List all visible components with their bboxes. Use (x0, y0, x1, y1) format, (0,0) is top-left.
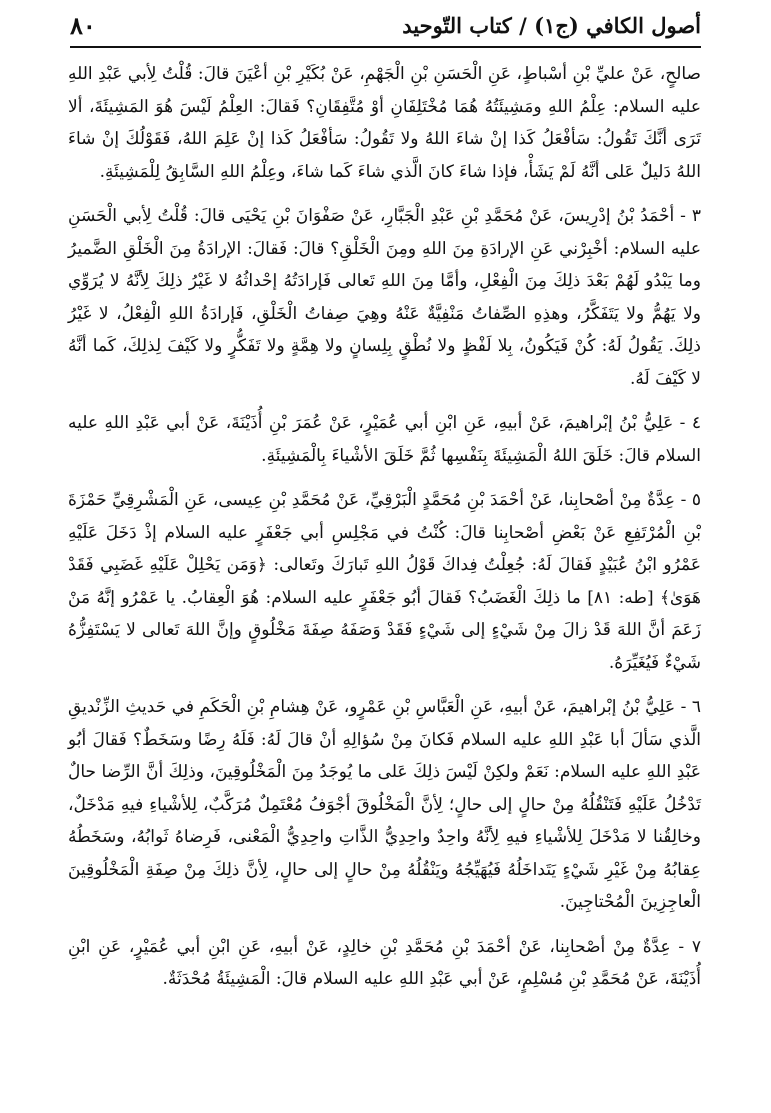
body-text (68, 58, 701, 1008)
header-rule (70, 46, 701, 48)
hadith-3: ٣ - أحْمَدُ بْنُ إدْرِيسَ، عَنْ مُحَمَّدِ بْنِ عَبْدِ الْجَبَّارِ، عَنْ صَفْوَانَ بْنِ يَحْيَى قالَ: قُلْتُ لِأبي الْحَسَنِ عليه السلام: أخْبِرْني عَنِ الإرادَةِ مِنَ اللهِ ومِنَ الْخَلْقِ؟ قالَ: فَقالَ: الإرادَةُ مِنَ الْخَلْقِ الضَّميرُ وما يَبْدُو لَهُمْ بَعْدَ ذلِكَ مِنَ الْفِعْلِ، وأمَّا مِنَ اللهِ تَعالى فَإرادَتُهُ إحْداثُهُ لا غَيْرُ ذلِكَ لِأنَّهُ لا يُرَوِّي ولا يَهُمُّ ولا يَتَفَكَّرُ، وهذِهِ الصِّفاتُ مَنْفِيَّةٌ عَنْهُ وهِيَ صِفاتُ الْخَلْقِ، فَإرادَةُ اللهِ الْفِعْلُ، لا غَيْرُ ذلِكَ. يَقُولُ لَهُ: كُنْ فَيَكُونُ، بِلا لَفْظٍ ولا نُطْقٍ بِلِسانٍ ولا هِمَّةٍ ولا تَفَكُّرٍ ولا كَيْفَ لِذلِكَ، كَما أنَّهُ لا كَيْفَ لَهُ. (68, 206, 701, 389)
page-number: ٨٠ (70, 10, 96, 40)
page-header (70, 8, 701, 42)
hadith-7: ٧ - عِدَّةٌ مِنْ أصْحابِنا، عَنْ أحْمَدَ بْنِ مُحَمَّدِ بْنِ خالِدٍ، عَنْ أبيهِ، عَنِ ابْنِ أبي عُمَيْرٍ، عَنِ ابْنِ أُذَيْنَةَ، عَنْ مُحَمَّدِ بْنِ مُسْلِمٍ، عَنْ أبي عَبْدِ اللهِ عليه السلام قالَ: الْمَشِيئَةُ مُحْدَثَةٌ. (68, 936, 701, 989)
paragraph-continued: صالحٍ، عَنْ عليِّ بْنِ أسْباطٍ، عَنِ الْحَسَنِ بْنِ الْجَهْمِ، عَنْ بُكَيْرِ بْنِ أعْيَنَ قالَ: قُلْتُ لِأبي عَبْدِ اللهِ عليه السلام: عِلْمُ اللهِ ومَشِيئَتُهُ هُمَا مُخْتَلِفَانِ أوْ مُتَّفِقَانِ؟ فَقالَ: العِلْمُ لَيْسَ هُوَ المَشِيئَةَ، ألا تَرَى أنَّكَ تَقُولُ: سَأفْعَلُ كَذا إنْ شاءَ اللهُ ولا تَقُولُ: سَأفْعَلُ كَذا إنْ عَلِمَ اللهُ، فَقَوْلُكَ إنْ شاءَ اللهُ دَليلٌ عَلى أنَّهُ لَمْ يَشَأْ، فإذا شاءَ كانَ الَّذي شاءَ كَما شاءَ، وعِلْمُ اللهِ السَّابِقُ لِلْمَشِيئَةِ. (68, 64, 701, 182)
hadith-6: ٦ - عَلِيُّ بْنُ إبْراهيمَ، عَنْ أبيهِ، عَنِ الْعَبَّاسِ بْنِ عَمْرٍو، عَنْ هِشامِ بْنِ الْحَكَمِ في حَديثِ الزِّنْديقِ الَّذي سَألَ أبا عَبْدِ اللهِ عليه السلام فَكانَ مِنْ سُؤالِهِ أنْ قالَ لَهُ: فَلَهُ رِضًا وسَخَطٌ؟ فَقالَ أبُو عَبْدِ اللهِ عليه السلام: نَعَمْ ولكِنْ لَيْسَ ذلِكَ عَلى ما يُوجَدُ مِنَ الْمَخْلُوقِينَ، وذلِكَ أنَّ الرِّضا حالٌ تَدْخُلُ عَلَيْهِ فَتَنْقُلُهُ مِنْ حالٍ إلى حالٍ؛ لِأنَّ الْمَخْلُوقَ أجْوَفُ مُعْتَمِلٌ مُرَكَّبٌ، لِلأشْياءِ فيهِ مَدْخَلٌ، وخالِقُنا لا مَدْخَلَ لِلأشْياءِ فيهِ لِأنَّهُ واحِدٌ واحِدِيُّ الذَّاتِ واحِدِيُّ الْمَعْنى، فَرِضاهُ ثَوابُهُ، وسَخَطُهُ عِقابُهُ مِنْ غَيْرِ شَيْءٍ يَتَداخَلُهُ فَيُهَيِّجُهُ ويَنْقُلُهُ مِنْ حالٍ إلى حالٍ، لِأنَّ ذلِكَ مِنْ صِفَةِ الْمَخْلُوقِينَ الْعاجِزِينَ الْمُحْتاجِينَ. (68, 697, 701, 912)
hadith-4: ٤ - عَلِيُّ بْنُ إبْراهيمَ، عَنْ أبيهِ، عَنِ ابْنِ أبي عُمَيْرٍ، عَنْ عُمَرَ بْنِ أُذَيْنَةَ، عَنْ أبي عَبْدِ اللهِ عليه السلام قالَ: خَلَقَ اللهُ الْمَشِيئَةَ بِنَفْسِها ثُمَّ خَلَقَ الأشْياءَ بِالْمَشِيئَةِ. (68, 413, 701, 466)
hadith-5: ٥ - عِدَّةٌ مِنْ أصْحابِنا، عَنْ أحْمَدَ بْنِ مُحَمَّدٍ الْبَرْقِيِّ، عَنْ مُحَمَّدِ بْنِ عِيسى، عَنِ الْمَشْرِقِيِّ حَمْزَةَ بْنِ الْمُرْتَفِعِ عَنْ بَعْضِ أصْحابِنا قالَ: كُنْتُ في مَجْلِسِ أبي جَعْفَرٍ عليه السلام إذْ دَخَلَ عَلَيْهِ عَمْرُو ابْنُ عُبَيْدٍ فَقالَ لَهُ: جُعِلْتُ فِداكَ قَوْلُ اللهِ تَبارَكَ وتَعالى: ﴿وَمَن يَحْلِلْ عَلَيْهِ غَضَبِي فَقَدْ هَوَىٰ﴾ [طه: ٨١] ما ذلِكَ الْغَضَبُ؟ فَقالَ أبُو جَعْفَرٍ عليه السلام: هُوَ الْعِقابُ. يا عَمْرُو إنَّهُ مَنْ زَعَمَ أنَّ اللهَ قَدْ زالَ مِنْ شَيْءٍ إلى شَيْءٍ فَقَدْ وَصَفَهُ صِفَةَ مَخْلُوقٍ وإنَّ اللهَ تَعالى لا يَسْتَفِزُّهُ شَيْءٌ فَيُغَيِّرَهُ. (68, 490, 701, 673)
running-title: أصول الكافي (ج١) / كتاب التّوحيد (402, 12, 701, 38)
